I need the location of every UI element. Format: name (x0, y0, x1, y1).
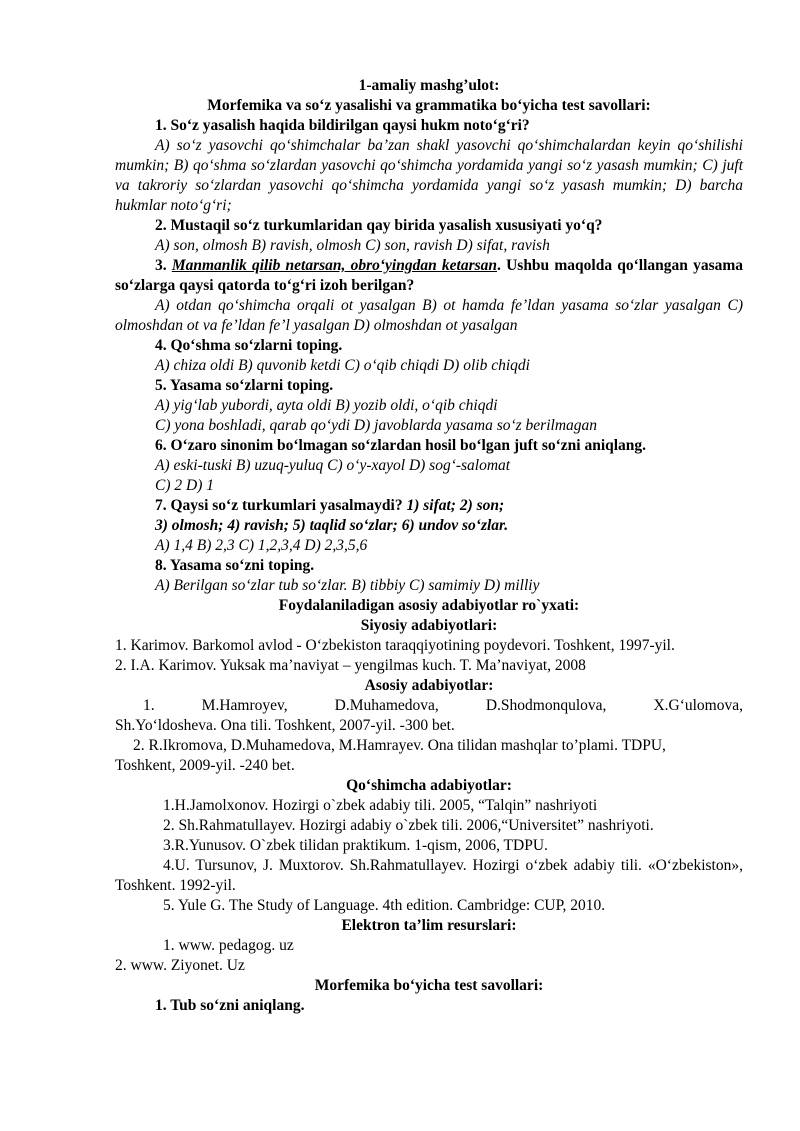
answers-5-line1: A) yig‘lab yubordi, ayta oldi B) yozib oldi, o‘qib chiqdi (155, 397, 498, 414)
answers-5-line2: C) yona boshladi, qarab qo‘ydi D) javoblarda yasama so‘z berilmagan (155, 417, 598, 434)
question-7-text: 7. Qaysi so‘z turkumlari yasalmaydi? (155, 497, 407, 514)
question-3-number: 3. (155, 257, 172, 274)
answers-1: A) so‘z yasovchi qo‘shimchalar ba’zan shakl yasovchi qo‘shimchalardan keyin qo‘shilishi mumkin; B) qo‘shma so‘zlardan yasovchi qo‘shimcha yordamida yangi so‘z yasash mumkin; C) juft va takroriy so‘zlardan yasovchi qo‘shimcha yordamida yangi so‘z yasash mumkin; D) barcha hukmlar noto‘g‘ri; (115, 137, 743, 214)
answers-3: A) otdan qo‘shimcha orqali ot yasalgan B) ot hamda fe’ldan yasama so‘zlar yasalgan C) olmoshdan ot va fe’ldan fe’l yasalgan D) olmoshdan ot yasalgan (115, 297, 743, 334)
answers-4: A) chiza oldi B) quvonib ketdi C) o‘qib chiqdi D) olib chiqdi (155, 357, 530, 374)
answers-6-line2: C) 2 D) 1 (155, 477, 214, 494)
question-1: 1. So‘z yasalish haqida bildirilgan qaysi hukm noto‘g‘ri? (155, 117, 530, 134)
asosiy-ref-2-line2: Toshkent, 2009-yil. -240 bet. (115, 757, 295, 774)
answers-7: A) 1,4 B) 2,3 C) 1,2,3,4 D) 2,3,5,6 (155, 537, 368, 554)
siyosiy-ref-1: 1. Karimov. Barkomol avlod - O‘zbekiston taraqqiyotining poydevori. Toshkent, 1997-yil. (115, 637, 675, 654)
question-5: 5. Yasama so‘zlarni toping. (155, 377, 334, 394)
qoshimcha-title: Qo‘shimcha adabiyotlar: (346, 777, 512, 794)
asosiy-ref-1-line2: Sh.Yo‘ldosheva. Ona tili. Toshkent, 2007-yil. -300 bet. (115, 717, 455, 734)
question-7 (115, 496, 743, 516)
elektron-link-1[interactable]: 1. www. pedagog. uz (163, 937, 294, 954)
ref-word: D.Shodmonqulova, (485, 697, 607, 714)
question-6: 6. O‘zaro sinonim bo‘lmagan so‘zlardan hosil bo‘lgan juft so‘zni aniqlang. (155, 437, 647, 454)
siyosiy-ref-2: 2. I.A. Karimov. Yuksak ma’naviyat – yengilmas kuch. T. Ma’naviyat, 2008 (115, 657, 586, 674)
question-4: 4. Qo‘shma so‘zlarni toping. (155, 337, 343, 354)
qosh-ref-5: 5. Yule G. The Study of Language. 4th edition. Cambridge: CUP, 2010. (163, 897, 606, 914)
document-page (115, 76, 743, 1016)
elektron-link-2[interactable]: 2. www. Ziyonet. Uz (115, 957, 245, 974)
ref-word: M.Hamroyev, (201, 697, 288, 714)
question-7-options-1: 1) sifat; 2) son; (406, 497, 505, 514)
question-7-options-2: 3) olmosh; 4) ravish; 5) taqlid so‘zlar; 6) undov so‘zlar. (155, 517, 509, 534)
question-3-text: . Ushbu maqolda qo‘llangan yasama so‘zlarga qaysi qatorda to‘g‘ri izoh berilgan? (115, 257, 744, 294)
answers-2: A) son, olmosh B) ravish, olmosh C) son, ravish D) sifat, ravish (155, 237, 550, 254)
qosh-ref-4: 4.U. Tursunov, J. Muxtorov. Sh.Rahmatullayev. Hozirgi o‘zbek adabiy tili. «O‘zbekiston», Toshkent. 1992-yil. (115, 857, 743, 894)
literature-title: Foydalaniladigan asosiy adabiyotlar ro`yxati: (278, 597, 580, 614)
question-8: 8. Yasama so‘zni toping. (155, 557, 315, 574)
page-subtitle: Morfemika va so‘z yasalishi va grammatika bo‘yicha test savollari: (207, 97, 651, 114)
answers-6-line1: A) eski-tuski B) uzuq-yuluq C) o‘y-xayol D) sog‘-salomat (155, 457, 511, 474)
question-3 (115, 256, 743, 296)
answers-8: A) Berilgan so‘zlar tub so‘zlar. B) tibbiy C) samimiy D) milliy (155, 577, 540, 594)
ref-word: 1. (143, 697, 155, 714)
asosiy-title: Asosiy adabiyotlar: (364, 677, 494, 694)
qosh-ref-3: 3.R.Yunusov. O`zbek tilidan praktikum. 1-qism, 2006, TDPU. (163, 837, 548, 854)
qosh-ref-2: 2. Sh.Rahmatullayev. Hozirgi adabiy o`zbek tili. 2006,“Universitet” nashriyoti. (163, 817, 654, 834)
siyosiy-title: Siyosiy adabiyotlari: (360, 617, 498, 634)
elektron-title: Elektron ta’lim resurslari: (341, 917, 517, 934)
proverb-underlined: Manmanlik qilib netarsan, obro‘yingdan ketarsan (171, 257, 498, 274)
page-title: 1-amaliy mashg’ulot: (358, 77, 500, 94)
asosiy-ref-2-line1: 2. R.Ikromova, D.Muhamedova, M.Hamrayev. Ona tilidan mashqlar to’plami. TDPU, (133, 737, 666, 754)
qosh-ref-1: 1.H.Jamolxonov. Hozirgi o`zbek adabiy tili. 2005, “Talqin” nashriyoti (163, 797, 598, 814)
ref-word: X.G‘ulomova, (653, 697, 743, 714)
morfemika-title: Morfemika bo‘yicha test savollari: (314, 977, 544, 994)
ref-word: D.Muhamedova, (334, 697, 439, 714)
asosiy-ref-1-line1 (115, 696, 743, 716)
question-2: 2. Mustaqil so‘z turkumlaridan qay birida yasalish xususiyati yo‘q? (155, 217, 603, 234)
morfemika-question-1: 1. Tub so‘zni aniqlang. (155, 997, 305, 1014)
